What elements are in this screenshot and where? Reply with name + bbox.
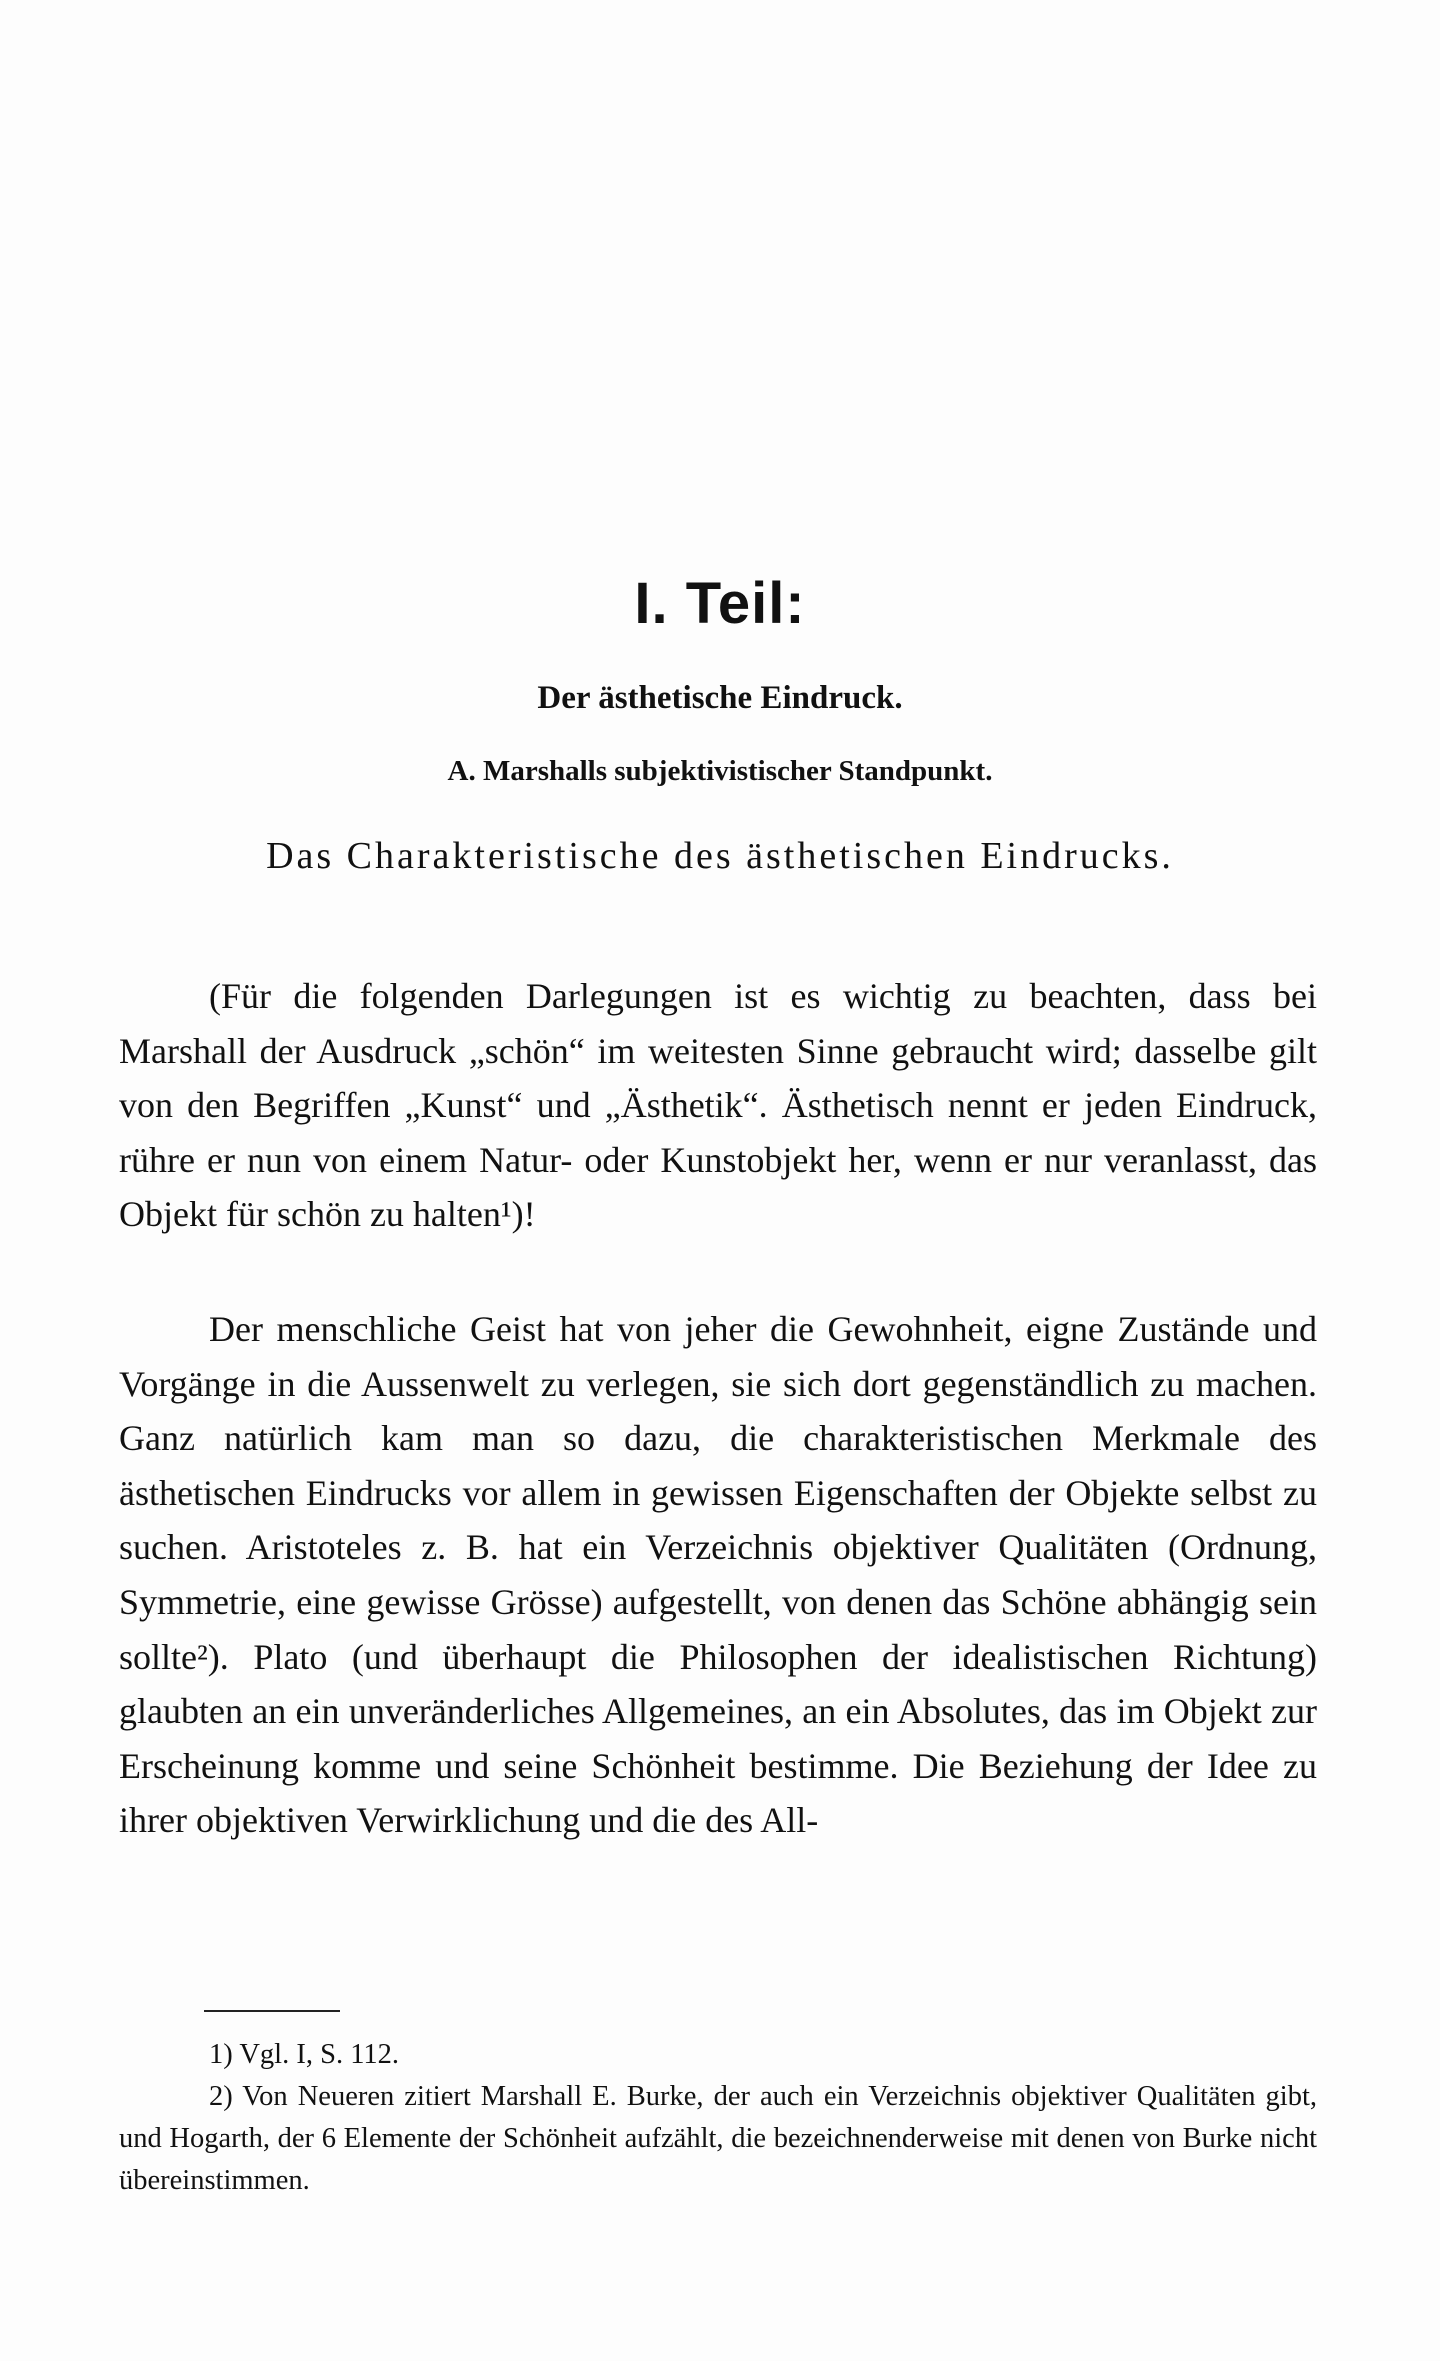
chapter-heading: Das Charakteristische des ästhetischen Eindrucks. [266,835,1174,877]
section-heading: Der ästhetische Eindruck. [537,680,903,716]
subsection-heading: A. Marshalls subjektivistischer Standpunkt. [447,755,993,787]
part-heading: I. Teil: [634,571,806,636]
footnote: 1) Vgl. I, S. 112. [209,2039,400,2070]
body-paragraph: (Für die folgenden Darlegungen ist es wichtig zu beachten, dass bei Marshall der Ausdruck „schön“ im weitesten Sinne gebraucht wird; dasselbe gilt von den Begriffen „Kunst“ und „Ästhetik“. Ästhetisch nennt er jeden Eindruck, rühre er nun von einem Natur- oder Kunstobjekt her, wenn er nur veranlasst, das Objekt für schön zu halten¹)! [119,976,1317,1235]
footnote: 2) Von Neueren zitiert Marshall E. Burke, der auch ein Verzeichnis objektiver Qualitäten gibt, und Hogarth, der 6 Elemente der Schönheit aufzählt, die bezeichnenderweise mit denen von Burke nicht übereinstimmen. [119,2081,1317,2196]
body-paragraph: Der menschliche Geist hat von jeher die Gewohnheit, eigne Zustände und Vorgänge in die Aussenwelt zu verlegen, sie sich dort gegenständlich zu machen. Ganz natürlich kam man so dazu, die charakteristischen Merkmale des ästhetischen Eindrucks vor allem in gewissen Eigenschaften der Objekte selbst zu suchen. Aristoteles z. B. hat ein Verzeichnis objektiver Qualitäten (Ordnung, Symmetrie, eine gewisse Grösse) aufgestellt, von denen das Schöne abhängig sein sollte²). Plato (und überhaupt die Philosophen der idealistischen Richtung) glaubten an ein unveränderliches Allgemeines, an ein Absolutes, das im Objekt zur Erscheinung komme und seine Schönheit bestimme. Die Beziehung der Idee zu ihrer objektiven Verwirklichung und die des All- [119,1309,1317,1841]
footnote-divider [204,2010,340,2012]
